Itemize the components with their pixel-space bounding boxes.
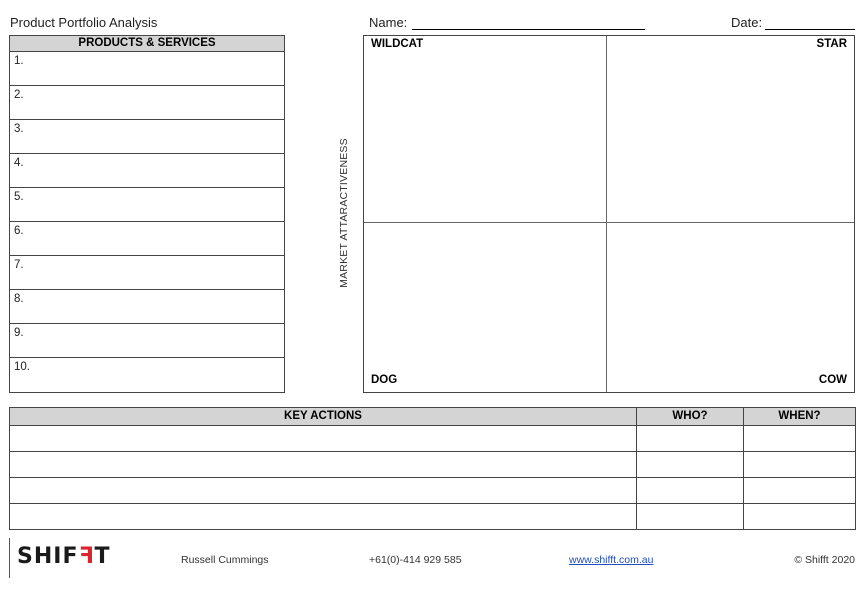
- key-actions-table: [9, 407, 856, 530]
- who-column-header: WHO?: [637, 408, 744, 426]
- product-row-number: 9.: [14, 327, 24, 339]
- product-row[interactable]: [10, 188, 284, 222]
- matrix-horizontal-divider: [364, 222, 854, 223]
- date-field[interactable]: [765, 29, 855, 30]
- axis-label-text: MARKET ATTARACTIVENESS: [338, 138, 350, 288]
- who-cell[interactable]: [637, 504, 744, 530]
- table-row: [10, 426, 856, 452]
- products-header: PRODUCTS & SERVICES: [10, 36, 284, 52]
- table-row: [10, 478, 856, 504]
- product-row-number: 10.: [14, 361, 30, 373]
- when-column-header: WHEN?: [744, 408, 856, 426]
- logo-text: SHIFFT: [17, 544, 111, 569]
- product-row[interactable]: [10, 222, 284, 256]
- shifft-logo: [17, 544, 111, 570]
- quadrant-star-label: STAR: [816, 38, 847, 50]
- product-row[interactable]: [10, 324, 284, 358]
- table-row: [10, 504, 856, 530]
- product-row[interactable]: [10, 154, 284, 188]
- date-label: Date:: [731, 15, 763, 30]
- footer-contact-name: Russell Cummings: [181, 554, 269, 566]
- name-field[interactable]: [412, 29, 645, 30]
- table-row: [10, 452, 856, 478]
- product-row-number: 1.: [14, 55, 24, 67]
- product-row[interactable]: [10, 290, 284, 324]
- logo-accent-letter: F: [78, 544, 95, 569]
- product-row-number: 5.: [14, 191, 24, 203]
- page-title: Product Portfolio Analysis: [10, 15, 158, 30]
- products-table: [9, 35, 285, 393]
- action-cell[interactable]: [10, 478, 637, 504]
- when-cell[interactable]: [744, 504, 856, 530]
- action-cell[interactable]: [10, 504, 637, 530]
- portfolio-matrix: [363, 35, 855, 393]
- key-actions-column-header: KEY ACTIONS: [10, 408, 637, 426]
- when-cell[interactable]: [744, 478, 856, 504]
- who-cell[interactable]: [637, 452, 744, 478]
- product-row[interactable]: [10, 52, 284, 86]
- product-row-number: 4.: [14, 157, 24, 169]
- product-row-number: 2.: [14, 89, 24, 101]
- key-actions-header-row: [10, 408, 856, 426]
- product-row-number: 6.: [14, 225, 24, 237]
- logo-divider: [9, 538, 10, 578]
- product-row-number: 7.: [14, 259, 24, 271]
- footer-website-link[interactable]: www.shifft.com.au: [569, 554, 654, 566]
- action-cell[interactable]: [10, 452, 637, 478]
- footer-copyright: © Shifft 2020: [794, 554, 855, 566]
- who-cell[interactable]: [637, 426, 744, 452]
- when-cell[interactable]: [744, 452, 856, 478]
- quadrant-dog-label: DOG: [371, 374, 398, 386]
- name-label: Name:: [369, 15, 408, 30]
- when-cell[interactable]: [744, 426, 856, 452]
- product-row[interactable]: [10, 86, 284, 120]
- product-row[interactable]: [10, 358, 284, 392]
- quadrant-wildcat-label: WILDCAT: [371, 38, 424, 50]
- who-cell[interactable]: [637, 478, 744, 504]
- footer-phone: +61(0)-414 929 585: [369, 554, 462, 566]
- product-row[interactable]: [10, 120, 284, 154]
- product-row-number: 3.: [14, 123, 24, 135]
- product-row[interactable]: [10, 256, 284, 290]
- action-cell[interactable]: [10, 426, 637, 452]
- quadrant-cow-label: COW: [818, 374, 847, 386]
- product-row-number: 8.: [14, 293, 24, 305]
- matrix-vertical-divider: [606, 36, 607, 392]
